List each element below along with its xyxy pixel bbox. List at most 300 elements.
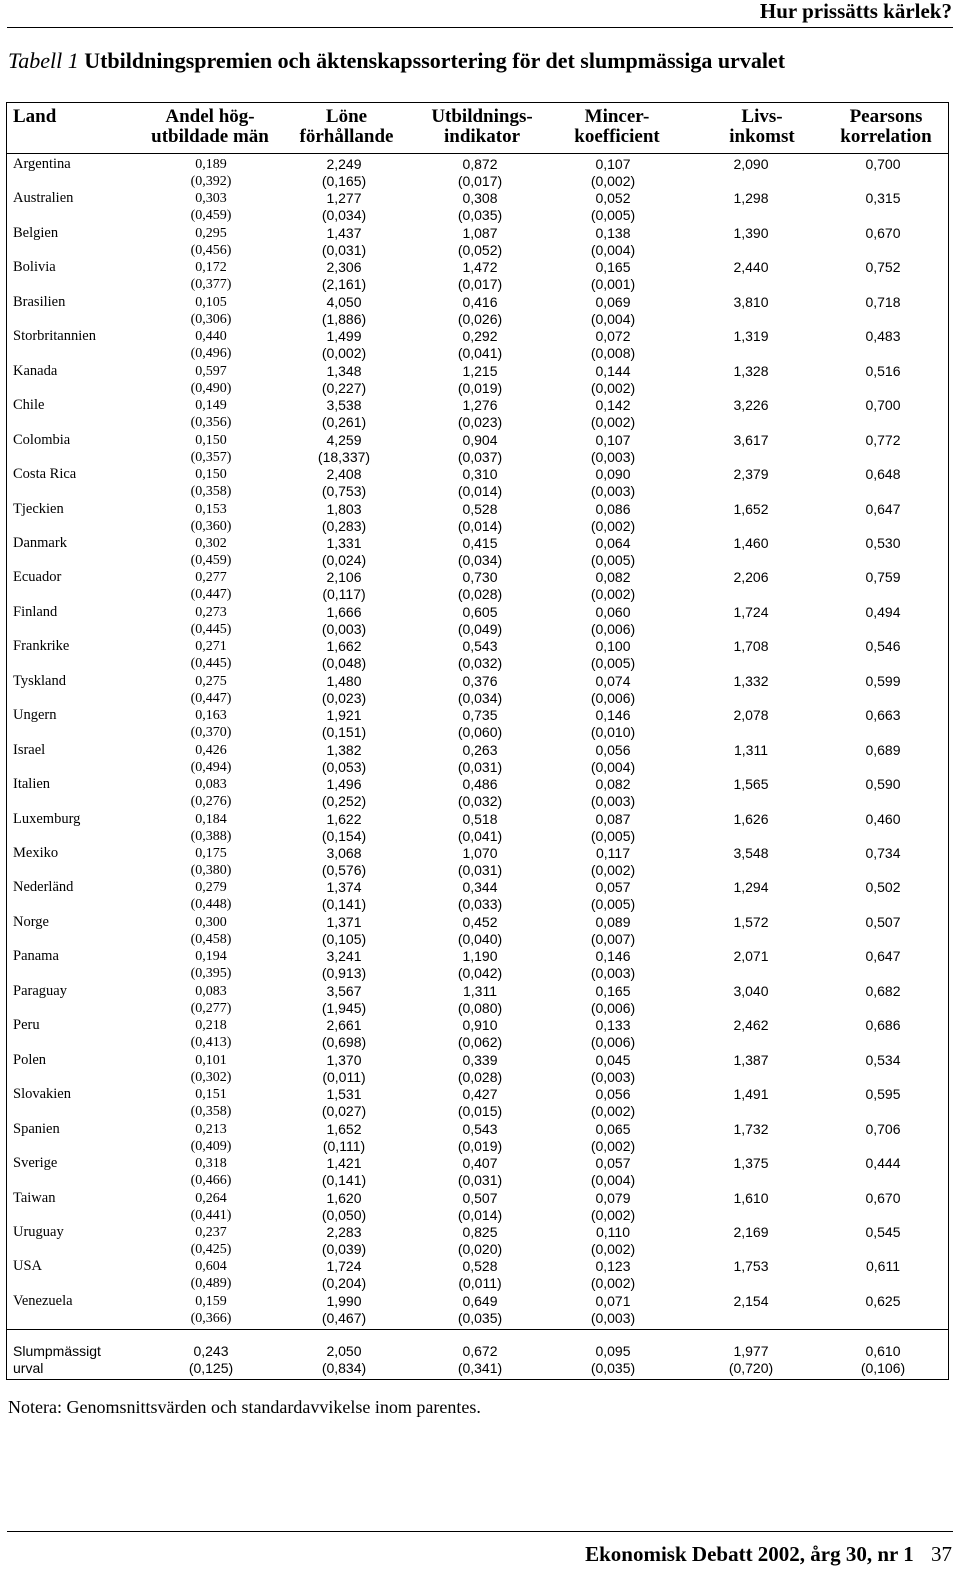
table-caption (8, 48, 785, 74)
country-name: Luxemburg (13, 810, 81, 827)
summary-lone: 2,050 (326, 1343, 362, 1359)
cell-andel: 0,184 (195, 811, 227, 827)
cell-livsinkomst: 1,319 (733, 328, 769, 345)
cell-utbildning-sd: (0,026) (457, 310, 503, 327)
cell-utbildning-sd: (0,037) (457, 448, 503, 465)
cell-utbildning: 0,825 (462, 1223, 498, 1240)
cell-lone: 1,662 (326, 638, 362, 655)
cell-andel: 0,295 (195, 225, 227, 241)
cell-pearson: 0,599 (865, 672, 901, 689)
cell-andel-sd: (0,395) (190, 966, 232, 982)
cell-lone: 2,106 (326, 569, 362, 586)
table-header (7, 103, 948, 155)
cell-livsinkomst: 2,440 (733, 259, 769, 276)
cell-mincer-sd: (0,002) (590, 1103, 636, 1120)
cell-mincer: 0,089 (595, 913, 631, 930)
country-name: Storbritannien (13, 328, 96, 345)
cell-pearson: 0,700 (865, 397, 901, 414)
cell-pearson: 0,460 (865, 810, 901, 827)
cell-utbildning-sd: (0,032) (457, 655, 503, 672)
table-row (7, 259, 948, 293)
cell-andel-sd: (0,360) (190, 518, 232, 534)
cell-utbildning: 1,276 (462, 397, 498, 414)
cell-lone: 1,803 (326, 500, 362, 517)
country-name: Sverige (13, 1155, 58, 1172)
table-row (7, 535, 948, 569)
cell-andel-sd: (0,456) (190, 242, 232, 258)
country-name: Peru (13, 1017, 40, 1034)
cell-mincer: 0,087 (595, 810, 631, 827)
cell-andel: 0,163 (195, 708, 227, 724)
cell-andel-sd: (0,377) (190, 277, 232, 293)
country-name: Bolivia (13, 259, 56, 276)
table-row (7, 363, 948, 397)
cell-lone: 1,371 (326, 913, 362, 930)
table-row (7, 294, 948, 328)
cell-pearson: 0,494 (865, 603, 901, 620)
cell-andel: 0,101 (195, 1052, 227, 1068)
cell-andel-sd: (0,445) (190, 621, 232, 637)
cell-pearson: 0,611 (866, 1258, 900, 1275)
country-name: Spanien (13, 1120, 60, 1137)
cell-lone-sd: (0,039) (321, 1240, 367, 1257)
cell-utbildning-sd: (0,031) (457, 862, 503, 878)
cell-lone-sd: (0,261) (321, 414, 367, 431)
cell-pearson: 0,706 (865, 1120, 901, 1137)
caption-title: Utbildningspremien och äktenskapssortering för det slumpmässiga urvalet (84, 48, 786, 73)
table-row (7, 638, 948, 672)
summary-livsinkomst-sd: (0,720) (728, 1360, 774, 1376)
footer-journal: Ekonomisk Debatt 2002, årg 30, nr 1 (585, 1542, 914, 1566)
table-row (7, 466, 948, 500)
cell-andel: 0,150 (195, 467, 227, 483)
cell-utbildning: 0,427 (462, 1086, 498, 1103)
cell-lone-sd: (0,227) (321, 379, 367, 396)
cell-mincer: 0,144 (595, 362, 631, 379)
cell-livsinkomst: 2,462 (733, 1017, 769, 1034)
country-name: Colombia (13, 431, 71, 448)
country-name: Kanada (13, 362, 58, 379)
table-row (7, 328, 948, 362)
cell-lone-sd: (0,753) (321, 483, 367, 500)
cell-andel: 0,150 (195, 432, 227, 448)
cell-andel: 0,083 (195, 983, 227, 999)
cell-pearson: 0,648 (865, 466, 901, 483)
country-name: Frankrike (13, 638, 70, 655)
cell-andel: 0,277 (195, 570, 227, 586)
cell-andel-sd: (0,448) (190, 897, 232, 913)
cell-lone-sd: (0,048) (321, 655, 367, 672)
table-row (7, 1121, 948, 1155)
cell-livsinkomst: 1,753 (733, 1258, 769, 1275)
cell-lone-sd: (0,151) (321, 724, 367, 741)
cell-pearson: 0,444 (865, 1155, 901, 1172)
cell-livsinkomst: 2,169 (733, 1223, 769, 1240)
cell-utbildning: 0,415 (462, 534, 498, 551)
country-name: Uruguay (13, 1223, 64, 1240)
cell-andel: 0,218 (195, 1018, 227, 1034)
cell-lone-sd: (0,283) (321, 517, 367, 534)
cell-utbildning-sd: (0,015) (457, 1103, 503, 1120)
table-row (7, 948, 948, 982)
table-row (7, 914, 948, 948)
summary-pearson: 0,610 (865, 1343, 901, 1359)
cell-mincer: 0,146 (595, 707, 631, 724)
cell-utbildning: 0,339 (462, 1051, 498, 1068)
page-footer (585, 1541, 952, 1567)
cell-mincer-sd: (0,004) (590, 310, 636, 327)
cell-pearson: 0,686 (865, 1017, 901, 1034)
cell-utbildning: 0,292 (462, 328, 498, 345)
cell-lone-sd: (2,161) (321, 276, 367, 293)
cell-andel-sd: (0,458) (190, 931, 232, 947)
cell-mincer: 0,060 (595, 603, 631, 620)
table-row (7, 1017, 948, 1051)
running-head: Hur prissätts kärlek? (759, 0, 952, 23)
cell-utbildning: 1,311 (463, 982, 497, 999)
cell-utbildning: 1,215 (462, 362, 498, 379)
header-andel-hogutbildade: Andel hög- utbildade män (151, 106, 269, 147)
cell-andel: 0,151 (195, 1087, 227, 1103)
cell-utbildning: 0,263 (462, 741, 498, 758)
cell-livsinkomst: 2,090 (733, 156, 769, 172)
data-table (6, 102, 949, 1380)
summary-andel: 0,243 (193, 1343, 229, 1359)
cell-lone: 3,241 (326, 948, 362, 965)
cell-livsinkomst: 1,572 (733, 913, 769, 930)
summary-label-line-2: urval (13, 1360, 44, 1376)
cell-mincer-sd: (0,002) (590, 1206, 636, 1223)
cell-utbildning-sd: (0,080) (457, 999, 503, 1016)
cell-andel: 0,426 (195, 742, 227, 758)
cell-pearson: 0,534 (865, 1051, 901, 1068)
cell-utbildning-sd: (0,032) (457, 793, 503, 810)
cell-utbildning-sd: (0,040) (457, 930, 503, 947)
country-name: Costa Rica (13, 466, 77, 483)
cell-andel-sd: (0,306) (190, 311, 232, 327)
cell-livsinkomst: 1,294 (733, 879, 769, 896)
cell-mincer: 0,165 (595, 982, 631, 999)
country-name: Belgien (13, 224, 59, 241)
cell-livsinkomst: 3,040 (733, 982, 769, 999)
cell-lone: 1,666 (326, 603, 362, 620)
cell-utbildning-sd: (0,041) (457, 827, 503, 844)
cell-utbildning-sd: (0,017) (457, 173, 503, 189)
cell-utbildning: 0,605 (462, 603, 498, 620)
cell-andel-sd: (0,489) (190, 1276, 232, 1292)
cell-utbildning-sd: (0,041) (457, 345, 503, 362)
country-name: Panama (13, 948, 59, 965)
cell-utbildning: 0,376 (462, 672, 498, 689)
cell-mincer-sd: (0,002) (590, 586, 636, 603)
cell-mincer-sd: (0,004) (590, 1172, 636, 1189)
cell-andel: 0,318 (195, 1156, 227, 1172)
cell-andel: 0,149 (195, 398, 227, 414)
summary-lone-sd: (0,834) (321, 1360, 367, 1376)
cell-lone: 2,306 (326, 259, 362, 276)
cell-andel: 0,604 (195, 1259, 227, 1275)
cell-lone: 1,620 (326, 1189, 362, 1206)
cell-utbildning-sd: (0,042) (457, 965, 503, 982)
cell-utbildning-sd: (0,028) (457, 1068, 503, 1085)
cell-lone: 1,277 (326, 190, 362, 207)
footer-rule (7, 1531, 953, 1532)
country-name: Italien (13, 776, 51, 793)
cell-andel-sd: (0,447) (190, 690, 232, 706)
cell-mincer-sd: (0,002) (590, 379, 636, 396)
cell-lone-sd: (0,002) (321, 345, 367, 362)
cell-lone-sd: (0,111) (322, 1137, 366, 1154)
cell-lone-sd: (0,003) (321, 620, 367, 637)
cell-utbildning-sd: (0,017) (457, 276, 503, 293)
cell-lone: 1,421 (326, 1155, 362, 1172)
cell-lone: 4,259 (326, 431, 362, 448)
cell-lone: 3,068 (326, 845, 362, 861)
cell-lone: 3,538 (326, 397, 362, 414)
cell-mincer: 0,065 (595, 1120, 631, 1137)
cell-mincer-sd: (0,008) (590, 345, 636, 362)
cell-pearson: 0,483 (865, 328, 901, 345)
cell-lone: 1,480 (326, 672, 362, 689)
cell-utbildning-sd: (0,020) (457, 1240, 503, 1257)
table-row (7, 1052, 948, 1086)
cell-mincer: 0,133 (595, 1017, 631, 1034)
cell-mincer: 0,107 (595, 431, 631, 448)
cell-livsinkomst: 2,379 (733, 466, 769, 483)
cell-mincer-sd: (0,003) (590, 793, 636, 810)
cell-lone: 2,249 (326, 156, 362, 172)
country-name: Israel (13, 741, 46, 758)
cell-lone: 1,331 (326, 534, 362, 551)
cell-livsinkomst: 1,311 (734, 741, 768, 758)
cell-mincer-sd: (0,007) (590, 930, 636, 947)
cell-mincer-sd: (0,005) (590, 896, 636, 913)
table-row (7, 742, 948, 776)
cell-pearson: 0,516 (865, 362, 901, 379)
cell-utbildning-sd: (0,034) (457, 689, 503, 706)
header-loneforhallande: Löne förhållande (299, 106, 394, 147)
cell-andel: 0,264 (195, 1190, 227, 1206)
cell-andel: 0,440 (195, 329, 227, 345)
cell-lone: 1,499 (326, 328, 362, 345)
cell-pearson: 0,670 (865, 1189, 901, 1206)
cell-livsinkomst: 1,708 (733, 638, 769, 655)
table-row (7, 1155, 948, 1189)
cell-lone-sd: (0,050) (321, 1206, 367, 1223)
cell-livsinkomst: 1,375 (733, 1155, 769, 1172)
cell-andel-sd: (0,459) (190, 208, 232, 224)
cell-mincer-sd: (0,002) (590, 517, 636, 534)
country-name: Taiwan (13, 1189, 56, 1206)
cell-utbildning-sd: (0,014) (457, 483, 503, 500)
cell-mincer-sd: (0,006) (590, 689, 636, 706)
cell-lone-sd: (0,105) (321, 930, 367, 947)
cell-lone-sd: (0,027) (321, 1103, 367, 1120)
cell-utbildning: 0,528 (462, 1258, 498, 1275)
cell-lone: 1,622 (326, 810, 362, 827)
country-name: Norge (13, 913, 49, 930)
cell-utbildning-sd: (0,019) (457, 1137, 503, 1154)
cell-andel-sd: (0,425) (190, 1241, 232, 1257)
cell-livsinkomst: 1,387 (733, 1051, 769, 1068)
cell-lone: 4,050 (326, 293, 362, 310)
cell-livsinkomst: 1,732 (733, 1120, 769, 1137)
country-name: Australien (13, 190, 74, 207)
cell-andel: 0,273 (195, 604, 227, 620)
cell-andel-sd: (0,357) (190, 449, 232, 465)
cell-utbildning-sd: (0,014) (457, 517, 503, 534)
cell-andel-sd: (0,441) (190, 1207, 232, 1223)
cell-livsinkomst: 1,390 (733, 224, 769, 241)
table-row (7, 707, 948, 741)
country-name: Ungern (13, 707, 57, 724)
cell-mincer: 0,069 (595, 293, 631, 310)
cell-mincer-sd: (0,005) (590, 827, 636, 844)
cell-andel: 0,275 (195, 673, 227, 689)
cell-mincer-sd: (0,002) (590, 1137, 636, 1154)
country-name: Nederländ (13, 879, 74, 896)
cell-andel-sd: (0,494) (190, 759, 232, 775)
cell-mincer: 0,110 (596, 1223, 630, 1240)
cell-lone: 1,724 (326, 1258, 362, 1275)
country-name: Mexiko (13, 845, 59, 861)
cell-utbildning: 1,472 (462, 259, 498, 276)
cell-pearson: 0,315 (865, 190, 901, 207)
cell-lone-sd: (0,141) (321, 896, 367, 913)
summary-mincer-sd: (0,035) (590, 1360, 636, 1376)
cell-lone: 2,661 (326, 1017, 362, 1034)
cell-lone-sd: (1,945) (321, 999, 367, 1016)
table-row (7, 604, 948, 638)
cell-pearson: 0,772 (865, 431, 901, 448)
cell-mincer: 0,071 (595, 1292, 631, 1309)
cell-mincer: 0,123 (595, 1258, 631, 1275)
page-number: 37 (931, 1542, 952, 1566)
caption-label: Tabell 1 (8, 48, 79, 73)
cell-lone-sd: (0,024) (321, 551, 367, 568)
country-name: Ecuador (13, 569, 62, 586)
header-utbildningsindikator: Utbildnings- indikator (431, 106, 533, 147)
cell-lone-sd: (0,023) (321, 689, 367, 706)
cell-utbildning: 0,310 (462, 466, 498, 483)
cell-pearson: 0,590 (865, 776, 901, 793)
cell-andel-sd: (0,380) (190, 863, 232, 878)
cell-utbildning: 0,904 (462, 431, 498, 448)
summary-row (7, 1343, 948, 1377)
cell-mincer: 0,100 (595, 638, 631, 655)
cell-utbildning: 0,452 (462, 913, 498, 930)
summary-mincer: 0,095 (595, 1343, 631, 1359)
cell-mincer-sd: (0,002) (590, 414, 636, 431)
cell-lone: 1,348 (326, 362, 362, 379)
cell-livsinkomst: 1,610 (733, 1189, 769, 1206)
country-name: Paraguay (13, 982, 67, 999)
cell-lone-sd: (0,154) (321, 827, 367, 844)
cell-andel: 0,105 (195, 294, 227, 310)
cell-pearson: 0,734 (865, 845, 901, 861)
table-row (7, 432, 948, 466)
cell-pearson: 0,752 (865, 259, 901, 276)
table-row (7, 811, 948, 845)
cell-livsinkomst: 1,328 (733, 362, 769, 379)
cell-mincer: 0,142 (595, 397, 631, 414)
cell-mincer-sd: (0,002) (590, 173, 636, 189)
cell-mincer: 0,079 (595, 1189, 631, 1206)
cell-utbildning-sd: (0,011) (458, 1275, 502, 1292)
cell-utbildning-sd: (0,023) (457, 414, 503, 431)
table-row (7, 983, 948, 1017)
table-row (7, 569, 948, 603)
table-row (7, 501, 948, 535)
cell-mincer-sd: (0,004) (590, 241, 636, 258)
cell-utbildning-sd: (0,035) (457, 1309, 503, 1326)
cell-mincer: 0,082 (595, 776, 631, 793)
cell-utbildning-sd: (0,014) (457, 1206, 503, 1223)
cell-lone-sd: (1,886) (321, 310, 367, 327)
cell-mincer: 0,074 (595, 672, 631, 689)
cell-mincer: 0,117 (596, 845, 630, 861)
cell-andel: 0,597 (195, 363, 227, 379)
cell-livsinkomst: 1,491 (733, 1086, 769, 1103)
cell-andel-sd: (0,276) (190, 794, 232, 810)
cell-andel-sd: (0,459) (190, 552, 232, 568)
cell-andel-sd: (0,490) (190, 380, 232, 396)
cell-mincer: 0,056 (595, 741, 631, 758)
cell-andel: 0,213 (195, 1121, 227, 1137)
cell-andel-sd: (0,447) (190, 587, 232, 603)
cell-pearson: 0,545 (865, 1223, 901, 1240)
table-row (7, 1224, 948, 1258)
cell-lone-sd: (0,698) (321, 1034, 367, 1051)
cell-mincer-sd: (0,010) (590, 724, 636, 741)
cell-lone: 1,374 (326, 879, 362, 896)
country-name: Polen (13, 1051, 47, 1068)
cell-pearson: 0,759 (865, 569, 901, 586)
table-row (7, 776, 948, 810)
cell-andel-sd: (0,466) (190, 1173, 232, 1189)
table-row (7, 225, 948, 259)
cell-andel: 0,302 (195, 535, 227, 551)
cell-andel: 0,303 (195, 191, 227, 207)
table-row (7, 879, 948, 913)
summary-label-line-1: Slumpmässigt (13, 1343, 101, 1359)
cell-mincer: 0,056 (595, 1086, 631, 1103)
cell-utbildning-sd: (0,062) (457, 1034, 503, 1051)
cell-utbildning: 0,344 (462, 879, 498, 896)
cell-andel-sd: (0,370) (190, 725, 232, 741)
cell-lone: 1,370 (326, 1051, 362, 1068)
cell-utbildning-sd: (0,028) (457, 586, 503, 603)
cell-livsinkomst: 2,078 (733, 707, 769, 724)
cell-mincer: 0,086 (595, 500, 631, 517)
cell-lone: 1,437 (326, 224, 362, 241)
cell-pearson: 0,595 (865, 1086, 901, 1103)
cell-mincer: 0,146 (595, 948, 631, 965)
cell-pearson: 0,647 (865, 500, 901, 517)
cell-livsinkomst: 3,810 (733, 293, 769, 310)
cell-utbildning-sd: (0,034) (457, 551, 503, 568)
cell-lone: 1,990 (326, 1292, 362, 1309)
cell-andel: 0,159 (195, 1293, 227, 1309)
table-row (7, 1190, 948, 1224)
cell-utbildning: 1,087 (462, 224, 498, 241)
cell-utbildning: 1,070 (462, 845, 498, 861)
cell-mincer-sd: (0,003) (590, 965, 636, 982)
table-row (7, 845, 948, 879)
cell-lone-sd: (0,576) (321, 862, 367, 878)
table-row (7, 397, 948, 431)
cell-utbildning: 0,486 (462, 776, 498, 793)
